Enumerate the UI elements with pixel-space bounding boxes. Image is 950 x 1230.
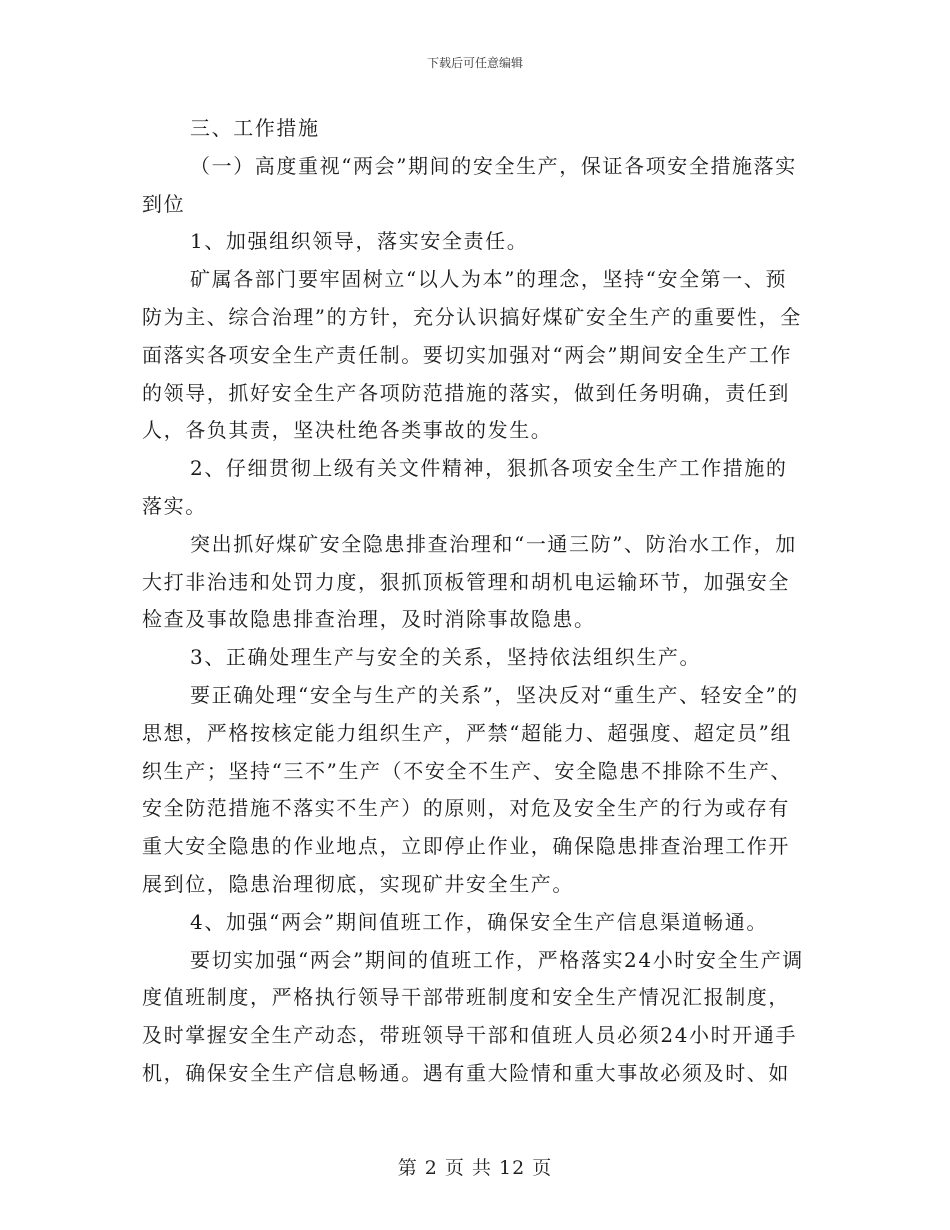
- paragraph-3: 要正确处理“安全与生产的关系”，坚决反对“重生产、轻安全”的思想，严格按核定能力组织生产，严禁“超能力、超强度、超定员”组织生产；坚持“三不”生产（不安全不生产、安全隐患不排除不生产、安全防范措施不落实不生产）的原则，对危及安全生产的行为或存有重大安全隐患的作业地点，立即停止作业，确保隐患排查治理工作开展到位，隐患治理彻底，实现矿井安全生产。: [142, 682, 799, 896]
- paragraph-2: 突出抓好煤矿安全隐患排查治理和“一通三防”、防治水工作，加大打非治违和处罚力度，狠抓顶板管理和胡机电运输环节，加强安全检查及事故隐患排查治理，及时消除事故隐患。: [142, 531, 797, 632]
- subsection-heading: （一）高度重视“两会”期间的安全生产，保证各项安全措施落实到位: [142, 153, 797, 216]
- item-heading-2: 2、仔细贯彻上级有关文件精神，狠抓各项安全生产工作措施的落实。: [142, 456, 788, 518]
- item-heading-1: 1、加强组织领导，落实安全责任。: [190, 229, 529, 254]
- paragraph-4: 要切实加强“两会”期间的值班工作，严格落实24小时安全生产调度值班制度，严格执行领导干部带班制度和安全生产情况汇报制度，及时掌握安全生产动态，带班领导干部和值班人员必须24小时开通手机，确保安全生产信息畅通。遇有重大险情和重大事故必须及时、如: [142, 947, 804, 1085]
- page-header-note: 下载后可任意编辑: [426, 56, 523, 70]
- item-heading-3: 3、正确处理生产与安全的关系，坚持依法组织生产。: [190, 645, 702, 670]
- item-heading-4: 4、加强“两会”期间值班工作，确保安全生产信息渠道畅通。: [190, 909, 768, 934]
- page-number: 第 2 页 共 12 页: [397, 1157, 553, 1179]
- document-body: [142, 110, 808, 1093]
- section-heading: 三、工作措施: [190, 116, 320, 140]
- paragraph-1: 矿属各部门要牢固树立“以人为本”的理念，坚持“安全第一、预防为主、综合治理”的方针，充分认识搞好煤矿安全生产的重要性，全面落实各项安全生产责任制。要切实加强对“两会”期间安全生产工作的领导，抓好安全生产各项防范措施的落实，做到任务明确，责任到人，各负其责，坚决杜绝各类事故的发生。: [142, 267, 802, 443]
